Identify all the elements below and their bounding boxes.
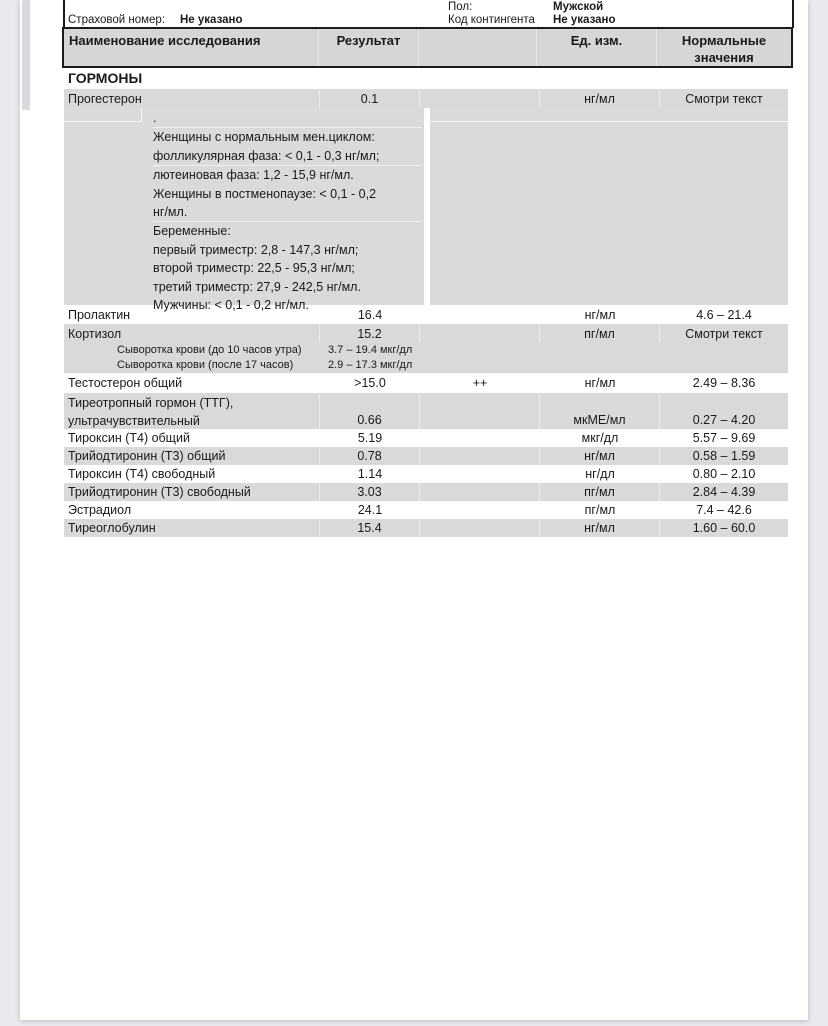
table-row	[64, 483, 788, 501]
note-line: первый триместр: 2,8 - 147,3 нг/мл;	[153, 242, 359, 257]
analysis-result: >15.0	[354, 376, 386, 390]
analysis-unit: мкг/дл	[581, 431, 619, 445]
column-header-flag	[419, 29, 537, 66]
analysis-unit: нг/мл	[584, 376, 616, 390]
subnote-label: Сыворотка крови (после 17 часов)	[117, 359, 294, 371]
analysis-normal: 1.60 – 60.0	[692, 521, 756, 535]
analysis-normal: 0.27 – 4.20	[692, 413, 756, 427]
analysis-unit: нг/дл	[585, 467, 615, 481]
note-text	[153, 109, 421, 314]
subnote-value: 3.7 – 19.4 мкг/дл	[328, 344, 413, 356]
section-title-hormones: ГОРМОНЫ	[68, 70, 143, 86]
analysis-normal: 2.49 – 8.36	[692, 376, 756, 390]
analysis-flag	[420, 324, 540, 343]
subnote-row	[64, 343, 788, 358]
analysis-result: 0.66	[320, 393, 420, 430]
column-header-name: Наименование исследования	[64, 29, 319, 66]
subnote-value: 2.9 – 17.3 мкг/дл	[328, 359, 413, 371]
contingent-code-value: Не указано	[553, 14, 616, 26]
sex-label: Пол:	[448, 1, 473, 13]
table-row	[64, 373, 788, 393]
analysis-name: Тестостерон общий	[68, 376, 183, 390]
insurance-number-label: Страховой номер:	[68, 14, 166, 26]
analysis-name-line2: ультрачувствительный	[68, 414, 200, 428]
analysis-unit: нг/мл	[540, 89, 660, 108]
note-line: нг/мл.	[153, 203, 421, 222]
page-edge-strip	[22, 0, 30, 110]
analysis-normal: 0.58 – 1.59	[692, 449, 756, 463]
analysis-unit: пг/мл	[540, 324, 660, 343]
table-row	[64, 519, 788, 537]
analysis-flag	[420, 465, 540, 483]
note-line: лютеиновая фаза: 1,2 - 15,9 нг/мл.	[153, 168, 354, 183]
analysis-result: 0.78	[320, 447, 420, 465]
analysis-name-line1: Тиреотропный гормон (ТТГ),	[68, 396, 234, 410]
table-row	[64, 393, 788, 429]
column-header-normal-line2: значения	[694, 50, 754, 65]
analysis-normal: 5.57 – 9.69	[692, 431, 756, 445]
column-header-unit: Ед. изм.	[537, 29, 657, 66]
table-row	[64, 465, 788, 483]
analysis-flag	[420, 305, 540, 324]
analysis-unit: нг/мл	[540, 447, 660, 465]
analysis-flag	[420, 519, 540, 537]
contingent-code-label: Код контингента	[448, 14, 535, 26]
table-row	[64, 89, 788, 108]
reference-values-note	[64, 108, 788, 313]
analysis-result: 16.4	[357, 307, 383, 322]
analysis-unit: нг/мл	[584, 307, 616, 322]
analysis-unit: пг/мл	[584, 503, 616, 517]
table-header-row	[62, 27, 793, 68]
note-line: Беременные:	[153, 224, 231, 239]
analysis-name: Кортизол	[64, 324, 320, 343]
note-line: фолликулярная фаза: < 0,1 - 0,3 нг/мл;	[153, 147, 421, 166]
analysis-name: Тироксин (Т4) общий	[68, 431, 190, 445]
analysis-flag	[420, 501, 540, 519]
table-row	[64, 447, 788, 465]
analysis-flag	[420, 393, 540, 430]
analysis-unit: нг/мл	[540, 519, 660, 537]
analysis-unit: мкМЕ/мл	[540, 393, 660, 430]
analysis-normal: Смотри текст	[685, 326, 763, 341]
analysis-name: Тироксин (Т4) свободный	[68, 467, 216, 481]
analysis-normal: 0.80 – 2.10	[692, 467, 756, 481]
analysis-result: 1.14	[357, 467, 383, 481]
analysis-normal: 7.4 – 42.6	[696, 503, 752, 517]
note-line: Женщины с нормальным мен.циклом:	[153, 130, 375, 145]
analysis-result: 0.1	[320, 89, 420, 108]
analysis-name: Тиреоглобулин	[64, 519, 320, 537]
note-mini-cell	[64, 108, 142, 122]
note-line: .	[153, 109, 421, 128]
subnote-row	[64, 358, 788, 373]
analysis-name: Трийодтиронин (Т3) общий	[64, 447, 320, 465]
frame-line-left	[63, 0, 65, 28]
frame-line-right	[792, 0, 794, 28]
note-line: третий триместр: 27,9 - 242,5 нг/мл.	[153, 279, 361, 294]
analysis-flag	[420, 429, 540, 447]
analysis-name: Пролактин	[68, 307, 131, 322]
analysis-result: 24.1	[357, 503, 383, 517]
analysis-flag	[420, 483, 540, 501]
analysis-normal: 2.84 – 4.39	[692, 485, 756, 499]
sex-value: Мужской	[553, 1, 604, 13]
analysis-result: 3.03	[320, 483, 420, 501]
subnote-label: Сыворотка крови (до 10 часов утра)	[117, 344, 302, 356]
note-right-area	[430, 108, 788, 305]
analysis-result: 15.2	[320, 324, 420, 343]
note-line: Мужчины: < 0,1 - 0,2 нг/мл.	[153, 298, 309, 313]
analysis-flag	[420, 447, 540, 465]
table-row	[64, 429, 788, 447]
report-page	[20, 0, 808, 1020]
column-header-normal	[657, 29, 791, 66]
insurance-number-value: Не указано	[180, 14, 243, 26]
analysis-result: 5.19	[357, 431, 383, 445]
results-table-body	[64, 89, 788, 537]
analysis-name: Трийодтиронин (Т3) свободный	[64, 483, 320, 501]
analysis-result: 15.4	[320, 519, 420, 537]
table-row	[64, 324, 788, 343]
note-line: второй триместр: 22,5 - 95,3 нг/мл;	[153, 261, 355, 276]
analysis-unit: пг/мл	[540, 483, 660, 501]
analysis-name	[64, 393, 320, 430]
analysis-name: Прогестерон	[64, 89, 320, 108]
analysis-normal: 4.6 – 21.4	[696, 307, 752, 322]
column-header-normal-line1: Нормальные	[681, 33, 767, 48]
table-row	[64, 501, 788, 519]
analysis-name: Эстрадиол	[68, 503, 132, 517]
column-header-result: Результат	[319, 29, 419, 66]
analysis-flag	[420, 89, 540, 108]
note-line: Женщины в постменопаузе: < 0,1 - 0,2	[153, 186, 377, 201]
analysis-flag: ++	[472, 376, 488, 390]
analysis-normal: Смотри текст	[685, 91, 763, 106]
